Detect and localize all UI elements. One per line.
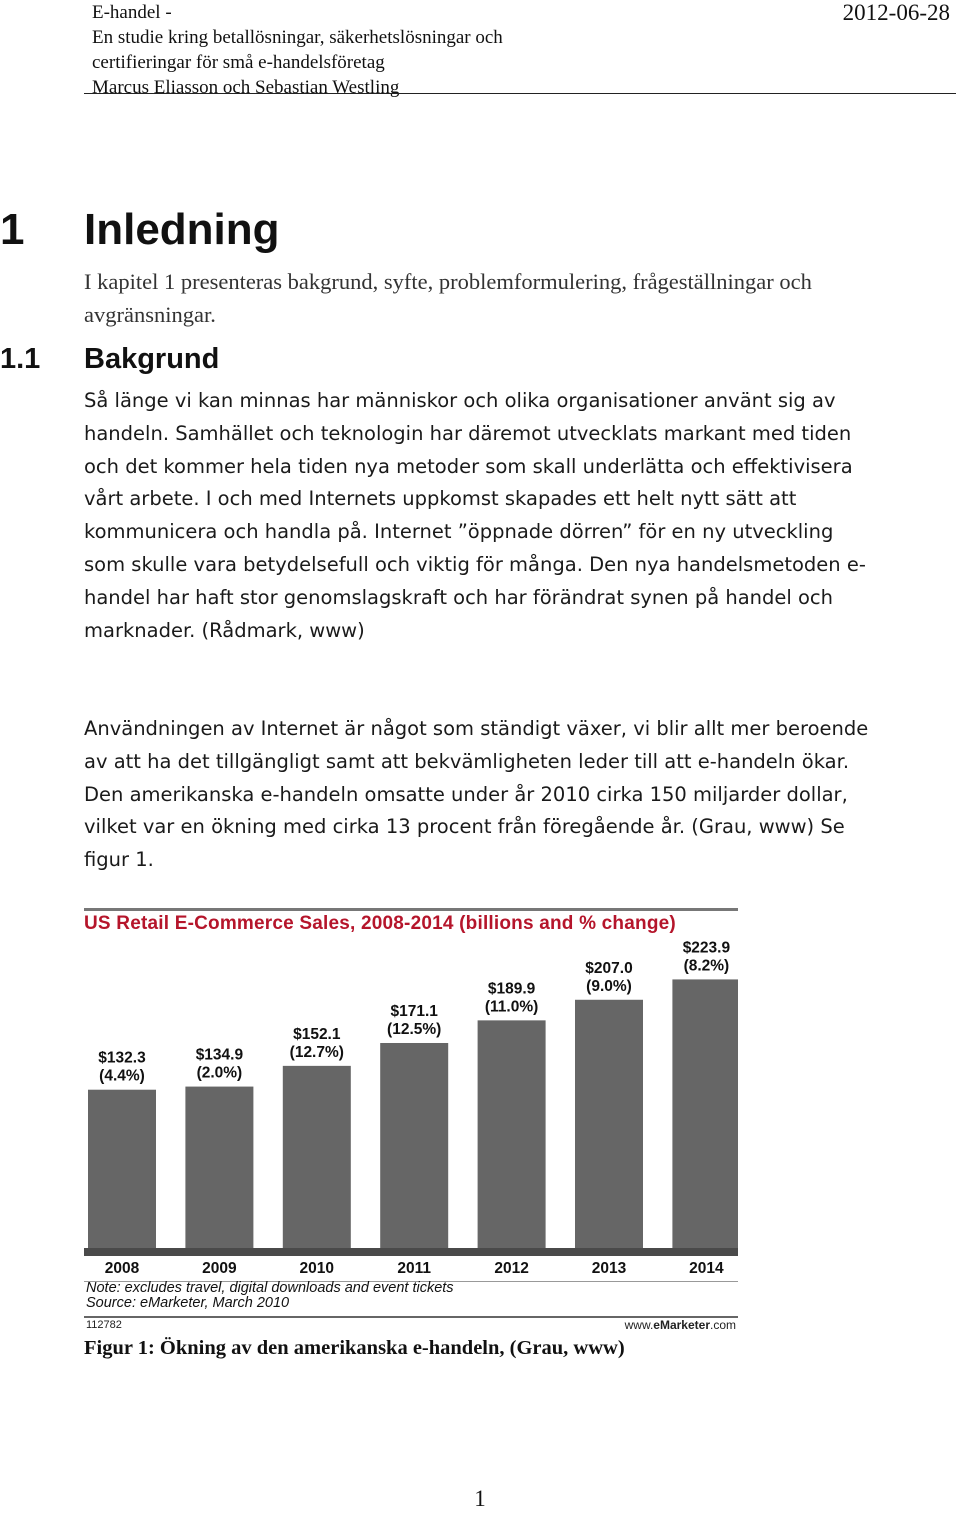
bar-value-label: $207.0 [585,959,633,977]
running-header [92,0,732,100]
section-title: Inledning [84,205,280,254]
chart-source: Source: eMarketer, March 2010 [86,1295,290,1311]
section-intro: I kapitel 1 presenteras bakgrund, syfte, problemformulering, frågeställningar och avgränsningar. [84,269,812,327]
subsection-title: Bakgrund [84,343,220,375]
x-tick-label: 2011 [397,1260,431,1277]
bar-change-label: (12.7%) [289,1043,344,1061]
bar-value-label: $171.1 [390,1002,438,1020]
x-tick-label: 2012 [494,1260,529,1277]
bar-value-label: $189.9 [487,980,536,998]
paragraph-internet-usage: Användningen av Internet är något som ständigt växer, vi blir allt mer beroende av att ha det tillgängligt samt att bekvämligheten leder till att e-handeln ökar. Den amerikanska e-handeln omsatte under år 2010 cirka 150 miljarder dollar, vilket var en ökning med cirka 13 procent från föregående år. (Grau, www) Se figur 1. [84,717,869,872]
bar-value-label: $134.9 [195,1046,244,1064]
x-tick-label: 2014 [689,1260,724,1277]
header-title: E-handel - [92,2,172,23]
header-date: 2012-06-28 [842,0,950,25]
chart-brand-suffix: .com [709,1318,736,1332]
bar-change-label: (2.0%) [196,1064,243,1082]
paragraph-background: Så länge vi kan minnas har människor och olika organisationer använt sig av handeln. Samhället och teknologin har däremot utvecklats markant med tiden och det kommer hela tiden nya metoder som skall underlätta och effektivisera vårt arbete. I och med Internets uppkomst skapades ett helt nytt sätt att kommunicera och handla på. Internet ”öppnade dörren” för en ny utveckling som skulle vara betydelsefull och viktig för många. Den nya handelsmetoden e-handel har haft stor genomslagskraft och har förändrat synen på handel och marknader. (Rådmark, www) [84,389,866,642]
header-subtitle-line1: En studie kring betallösningar, säkerhetslösningar och [92,27,503,48]
bar-2014 [672,979,738,1249]
section-heading [0,204,280,256]
chart-notes [86,1281,454,1311]
chart-brand-prefix: www. [624,1318,654,1332]
bar-change-label: (12.5%) [387,1020,442,1038]
x-tick-label: 2008 [104,1260,140,1277]
chart-axis-band [84,1248,738,1256]
bar-change-label: (4.4%) [99,1067,145,1085]
subsection-heading [0,341,219,377]
x-tick-label: 2013 [591,1260,627,1277]
chart-note: Note: excludes travel, digital downloads and event tickets [86,1280,454,1296]
bar-2011 [380,1043,448,1249]
bar-change-label: (8.2%) [683,957,730,975]
page-number: 1 [474,1486,486,1511]
figure-caption: Figur 1: Ökning av den amerikanska e-handeln, (Grau, www) [84,1337,625,1359]
bar-value-label: $132.3 [98,1049,146,1067]
bar-change-label: (11.0%) [484,998,539,1016]
bar-value-label: $152.1 [293,1025,341,1043]
chart-brand [625,1318,736,1332]
subsection-number: 1.1 [0,343,41,375]
header-subtitle-line2: certifieringar för små e-handelsföretag [92,52,385,73]
bar-2012 [478,1020,546,1249]
header-rule [84,93,956,94]
bar-2010 [283,1066,351,1249]
header-authors: Marcus Eliasson och Sebastian Westling [92,77,400,98]
figure-chart [84,908,738,1333]
x-tick-label: 2010 [299,1260,335,1277]
chart-title: US Retail E-Commerce Sales, 2008-2014 (billions and % change) [84,913,676,934]
bar-2009 [185,1087,253,1249]
bar-2013 [575,1000,643,1249]
bar-change-label: (9.0%) [586,977,632,995]
bar-value-label: $223.9 [682,939,731,957]
chart-brand-name: eMarketer [653,1318,710,1332]
section-number: 1 [0,205,25,254]
bar-2008 [88,1090,156,1249]
x-tick-label: 2009 [202,1260,237,1277]
chart-id: 112782 [86,1319,122,1331]
